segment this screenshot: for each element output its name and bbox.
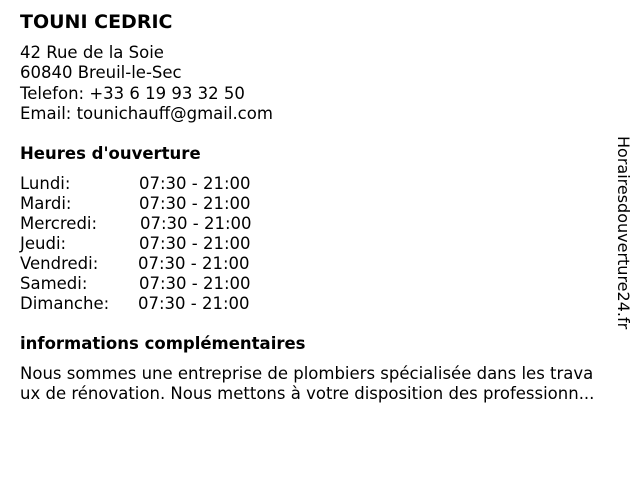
day-label: Samedi: — [20, 274, 88, 293]
business-name: TOUNI CEDRIC — [20, 11, 173, 33]
site-watermark — [610, 136, 634, 372]
description-line: Nous sommes une entreprise de plombiers spécialisée dans les trava — [20, 364, 594, 383]
description-line: ux de rénovation. Nous mettons à votre disposition des professionn... — [20, 384, 595, 403]
business-description — [20, 364, 626, 404]
time-range: 07:30 - 21:00 — [140, 214, 252, 233]
time-range: 07:30 - 21:00 — [139, 274, 251, 293]
day-label: Mardi: — [20, 194, 72, 213]
street-address: 42 Rue de la Soie — [20, 43, 164, 62]
time-range: 07:30 - 21:00 — [138, 254, 250, 273]
day-label: Jeudi: — [20, 234, 67, 253]
time-range: 07:30 - 21:00 — [139, 174, 251, 193]
time-range: 07:30 - 21:00 — [139, 194, 251, 213]
day-label: Mercredi: — [20, 214, 98, 233]
day-label: Dimanche: — [20, 294, 110, 313]
watermark-text: Horairesdouverture24.fr — [614, 136, 633, 330]
day-label: Vendredi: — [20, 254, 99, 273]
time-range: 07:30 - 21:00 — [139, 234, 251, 253]
day-label: Lundi: — [20, 174, 71, 193]
contact-block — [20, 43, 273, 124]
email-address: Email: tounichauff@gmail.com — [20, 103, 273, 123]
time-range: 07:30 - 21:00 — [138, 294, 250, 313]
phone-number: Telefon: +33 6 19 93 32 50 — [20, 83, 245, 103]
opening-hours-heading: Heures d'ouverture — [20, 144, 201, 163]
city-postcode: 60840 Breuil-le-Sec — [20, 63, 182, 83]
additional-info-heading: informations complémentaires — [20, 334, 306, 353]
